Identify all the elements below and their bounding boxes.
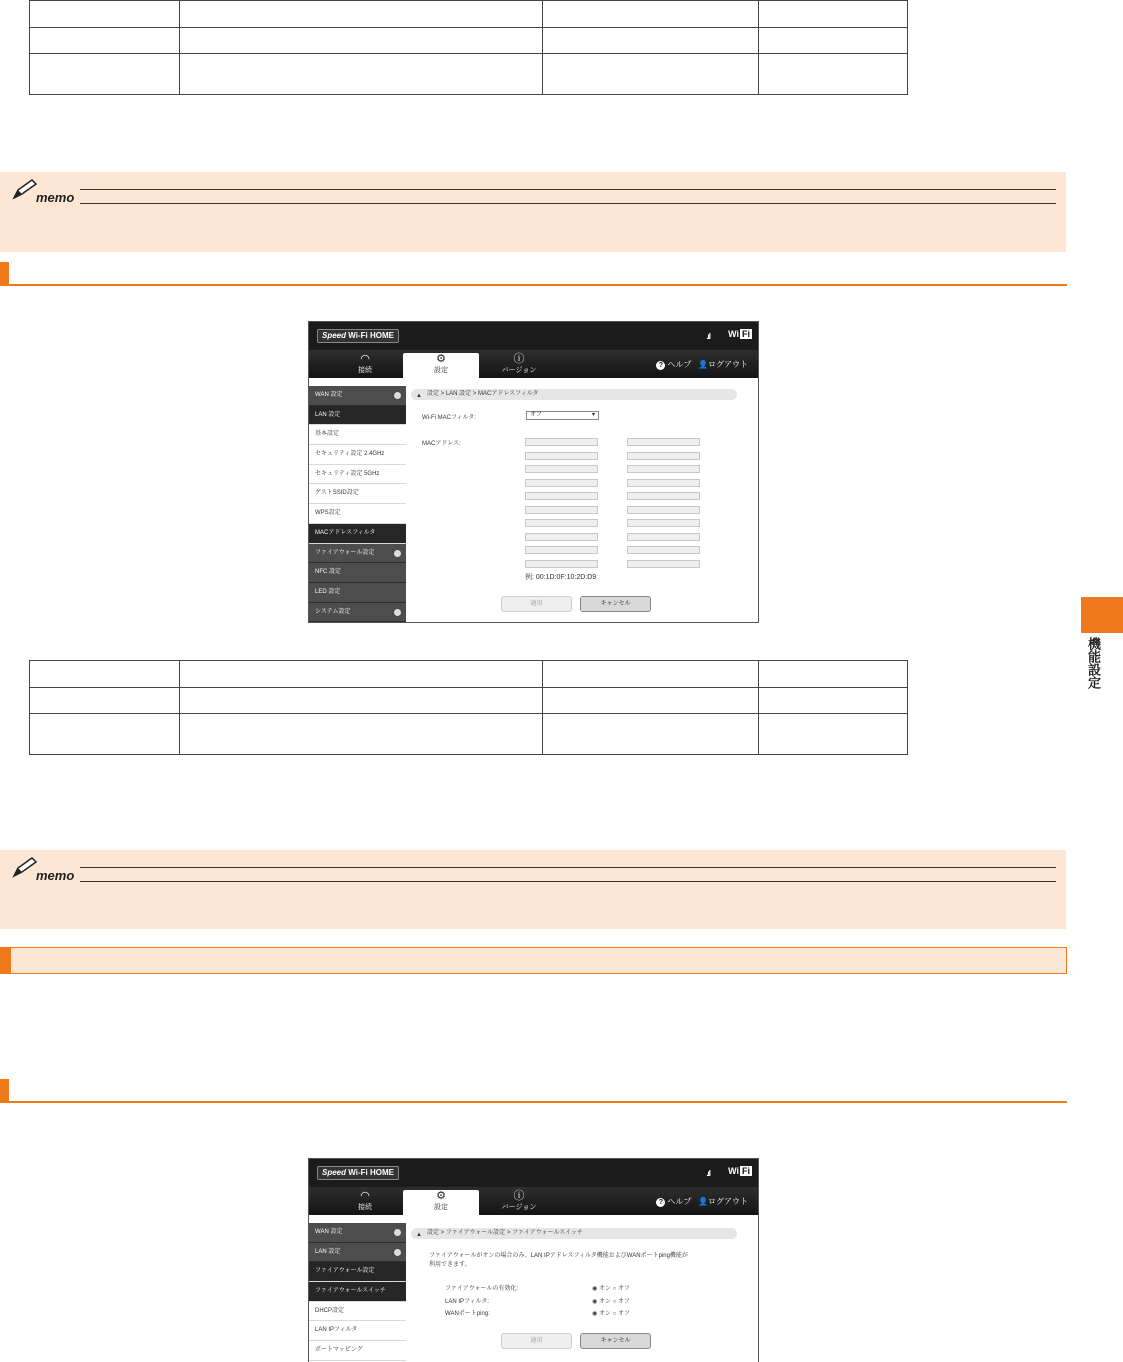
gear-icon: ⚙ bbox=[436, 353, 446, 365]
tab-version[interactable]: ⓘ バージョン bbox=[489, 1190, 549, 1215]
mac-address-input[interactable] bbox=[525, 452, 598, 460]
mac-address-input[interactable] bbox=[525, 438, 598, 446]
chevron-down-icon: ▾ bbox=[591, 412, 595, 418]
mac-address-input[interactable] bbox=[627, 533, 700, 541]
section-rule bbox=[0, 284, 1067, 286]
mac-address-input[interactable] bbox=[525, 479, 598, 487]
chapter-tab bbox=[1081, 597, 1123, 633]
logout-link[interactable]: 👤ログアウト bbox=[698, 360, 748, 369]
nav-bar bbox=[309, 350, 758, 378]
section-band bbox=[0, 947, 1067, 974]
mac-address-input[interactable] bbox=[627, 519, 700, 527]
firewall-enable-radio[interactable]: ◉ オン ○ オフ bbox=[592, 1286, 630, 1292]
wan-ping-radio[interactable]: ◉ オン ○ オフ bbox=[592, 1311, 630, 1317]
apply-button[interactable]: 適用 bbox=[501, 596, 572, 612]
sidebar-item-lan-ip-filter[interactable]: LAN IPフィルタ bbox=[309, 1321, 406, 1341]
mac-filter-select[interactable]: オフ ▾ bbox=[526, 411, 599, 420]
wifi-icon: Wi Fi bbox=[728, 329, 750, 339]
firewall-enable-label: ファイアウォールの有効化: bbox=[445, 1286, 519, 1292]
description-line-2: 利用できます。 bbox=[429, 1262, 471, 1268]
sidebar-item-lan[interactable]: LAN 設定 bbox=[309, 1243, 406, 1263]
mac-address-input[interactable] bbox=[627, 465, 700, 473]
nav-bar bbox=[309, 1187, 758, 1215]
chapter-tab-label: 機能設定 bbox=[1086, 637, 1101, 689]
tab-connection[interactable]: ◠ 接続 bbox=[335, 1190, 395, 1215]
sidebar-item-dhcp[interactable]: DHCP設定 bbox=[309, 1302, 406, 1322]
mac-filter-label: Wi-Fi MACフィルタ: bbox=[422, 415, 476, 421]
help-link[interactable]: ? ヘルプ bbox=[656, 360, 691, 369]
signal-icon: .ıl bbox=[706, 332, 710, 341]
memo-box bbox=[0, 850, 1066, 929]
info-icon: ⓘ bbox=[513, 353, 525, 365]
sidebar-item-led[interactable]: LED 設定 bbox=[309, 583, 406, 603]
info-icon: ⓘ bbox=[513, 1190, 525, 1202]
spec-table-top bbox=[29, 0, 908, 95]
expand-icon bbox=[394, 1229, 401, 1236]
mac-address-input[interactable] bbox=[525, 519, 598, 527]
mac-address-input[interactable] bbox=[627, 560, 700, 568]
mac-example: 例: 00:1D:0F:10:2D:D9 bbox=[525, 574, 597, 581]
cancel-button[interactable]: キャンセル bbox=[580, 1333, 651, 1349]
mac-address-input[interactable] bbox=[525, 492, 598, 500]
help-link[interactable]: ? ヘルプ bbox=[656, 1197, 691, 1206]
breadcrumb: ▲ 設定 > LAN 設定 > MACアドレスフィルタ bbox=[411, 389, 737, 400]
mac-address-input[interactable] bbox=[627, 546, 700, 554]
sidebar-item-guest-ssid[interactable]: ゲストSSID設定 bbox=[309, 484, 406, 504]
lan-ip-filter-label: LAN IPフィルタ: bbox=[445, 1299, 489, 1305]
breadcrumb: ▲ 設定 > ファイアウォール設定 > ファイアウォールスイッチ bbox=[411, 1228, 737, 1239]
memo-label: memo bbox=[36, 190, 75, 205]
warning-icon: ▲ bbox=[416, 1232, 422, 1238]
user-icon: 👤 bbox=[698, 360, 708, 369]
wifi-signal-icon: ◠ bbox=[360, 353, 370, 365]
warning-icon: ▲ bbox=[416, 393, 422, 399]
sidebar-item-basic[interactable]: 基本設定 bbox=[309, 425, 406, 445]
top-bar bbox=[309, 322, 758, 350]
pencil-icon bbox=[10, 856, 38, 878]
tab-settings[interactable]: ⚙ 設定 bbox=[403, 353, 479, 378]
sidebar-item-nfc[interactable]: NFC 設定 bbox=[309, 563, 406, 583]
sidebar-item-mac-filter[interactable]: MACアドレスフィルタ bbox=[309, 524, 406, 544]
mac-address-input[interactable] bbox=[627, 438, 700, 446]
sidebar-item-wps[interactable]: WPS設定 bbox=[309, 504, 406, 524]
sidebar-item-firewall-switch[interactable]: ファイアウォールスイッチ bbox=[309, 1282, 406, 1302]
mac-address-input[interactable] bbox=[525, 546, 598, 554]
tab-connection[interactable]: ◠ 接続 bbox=[335, 353, 395, 378]
description-line-1: ファイアウォールがオンの場合のみ、LAN IPアドレスフィルタ機能およびWANポートping機能が bbox=[429, 1253, 688, 1259]
section-rule bbox=[0, 1101, 1067, 1103]
sidebar-item-system[interactable]: システム設定 bbox=[309, 603, 406, 623]
spec-table-middle bbox=[29, 660, 908, 755]
mac-address-input[interactable] bbox=[525, 506, 598, 514]
nav-right bbox=[656, 1196, 748, 1207]
mac-address-input[interactable] bbox=[525, 533, 598, 541]
nav-right bbox=[656, 359, 748, 370]
pencil-icon bbox=[10, 178, 38, 200]
sidebar-item-lan[interactable]: LAN 設定 bbox=[309, 406, 406, 426]
expand-icon bbox=[394, 392, 401, 399]
logout-link[interactable]: 👤ログアウト bbox=[698, 1197, 748, 1206]
screenshot-firewall-switch bbox=[308, 1158, 759, 1362]
tab-settings[interactable]: ⚙ 設定 bbox=[403, 1190, 479, 1215]
sidebar-item-wan[interactable]: WAN 設定 bbox=[309, 1223, 406, 1243]
logo: Speed Wi-Fi HOME bbox=[317, 329, 399, 343]
top-bar bbox=[309, 1159, 758, 1187]
sidebar-item-firewall[interactable]: ファイアウォール設定 bbox=[309, 544, 406, 564]
expand-icon bbox=[394, 1249, 401, 1256]
logo: Speed Wi-Fi HOME bbox=[317, 1166, 399, 1180]
cancel-button[interactable]: キャンセル bbox=[580, 596, 651, 612]
screenshot-mac-filter bbox=[308, 321, 759, 623]
sidebar-item-firewall[interactable]: ファイアウォール設定 bbox=[309, 1262, 406, 1282]
memo-box bbox=[0, 172, 1066, 252]
mac-address-input[interactable] bbox=[627, 452, 700, 460]
help-icon: ? bbox=[656, 1198, 665, 1207]
mac-address-input[interactable] bbox=[525, 560, 598, 568]
mac-address-input[interactable] bbox=[627, 479, 700, 487]
mac-address-label: MACアドレス: bbox=[422, 441, 461, 447]
wifi-signal-icon: ◠ bbox=[360, 1190, 370, 1202]
wifi-icon: Wi Fi bbox=[728, 1166, 750, 1176]
tab-version[interactable]: ⓘ バージョン bbox=[489, 353, 549, 378]
mac-address-input[interactable] bbox=[525, 465, 598, 473]
gear-icon: ⚙ bbox=[436, 1190, 446, 1202]
help-icon: ? bbox=[656, 361, 665, 370]
expand-icon bbox=[394, 550, 401, 557]
expand-icon bbox=[394, 609, 401, 616]
section-marker bbox=[0, 1079, 9, 1102]
sidebar-item-wan[interactable]: WAN 設定 bbox=[309, 386, 406, 406]
sidebar-item-security-5[interactable]: セキュリティ設定 5GHz bbox=[309, 465, 406, 485]
memo-label: memo bbox=[36, 868, 75, 883]
sidebar-item-port-mapping[interactable]: ポートマッピング bbox=[309, 1341, 406, 1361]
wan-ping-label: WANポートping: bbox=[445, 1311, 490, 1317]
section-marker bbox=[0, 262, 9, 285]
apply-button[interactable]: 適用 bbox=[501, 1333, 572, 1349]
sidebar bbox=[309, 1223, 406, 1361]
user-icon: 👤 bbox=[698, 1197, 708, 1206]
lan-ip-filter-radio[interactable]: ◉ オン ○ オフ bbox=[592, 1299, 630, 1305]
sidebar-item-security-24[interactable]: セキュリティ設定 2.4GHz bbox=[309, 445, 406, 465]
mac-address-input[interactable] bbox=[627, 492, 700, 500]
signal-icon: .ıl bbox=[706, 1169, 710, 1178]
sidebar bbox=[309, 386, 406, 622]
mac-address-input[interactable] bbox=[627, 506, 700, 514]
